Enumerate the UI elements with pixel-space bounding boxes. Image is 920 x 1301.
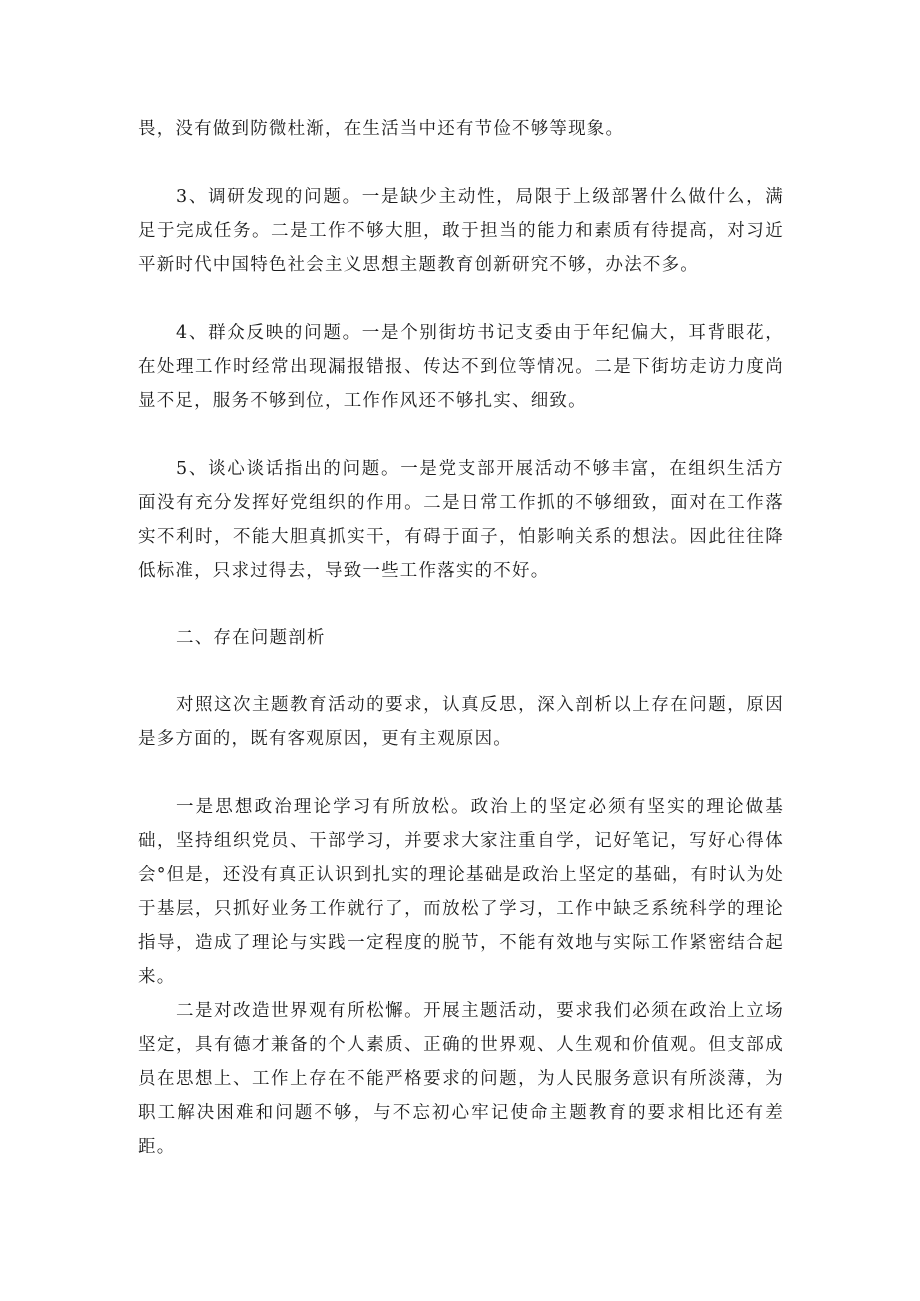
section-heading: 二、存在问题剖析 xyxy=(176,628,326,648)
paragraph-public-feedback: 4、群众反映的问题。一是个别街坊书记支委由于年纪偏大，耳背眼花，在处理工作时经常出现漏报错报、传达不到位等情况。二是下街坊走访力度尚显不足，服务不够到位，工作作风还不够扎实、细致。 xyxy=(138,323,784,411)
paragraph-worldview: 二是对改造世界观有所松懈。开展主题活动，要求我们必须在政治上立场坚定，具有德才兼备的个人素质、正确的世界观、人生观和价值观。但支部成员在思想上、工作上存在不能严格要求的问题，为人民服务意识有所淡薄，为职工解决困难和问题不够，与不忘初心牢记使命主题教育的要求相比还有差距。 xyxy=(138,1001,784,1157)
paragraph-research-issues: 3、调研发现的问题。一是缺少主动性，局限于上级部署什么做什么，满足于完成任务。二是工作不够大胆，敢于担当的能力和素质有待提高，对习近平新时代中国特色社会主义思想主题教育创新研究不够，办法不多。 xyxy=(138,187,784,275)
paragraph-talk-issues: 5、谈心谈话指出的问题。一是党支部开展活动不够丰富，在组织生活方面没有充分发挥好党组织的作用。二是日常工作抓的不够细致，面对在工作落实不利时，不能大胆真抓实干，有碍于面子，怕影响关系的想法。因此往往降低标准，只求过得去，导致一些工作落实的不好。 xyxy=(138,459,784,581)
paragraph-continuation: 畏，没有做到防微杜渐，在生活当中还有节俭不够等现象。 xyxy=(138,119,625,139)
paragraph-theory-study: 一是思想政治理论学习有所放松。政治上的坚定必须有坚实的理论做基础，坚持组织党员、干部学习，并要求大家注重自学，记好笔记，写好心得体会°但是，还没有真正认识到扎实的理论基础是政治上坚定的基础，有时认为处于基层，只抓好业务工作就行了，而放松了学习，工作中缺乏系统科学的理论指导，造成了理论与实践一定程度的脱节，不能有效地与实际工作紧密结合起来。 xyxy=(138,797,784,987)
paragraph-analysis-intro: 对照这次主题教育活动的要求，认真反思，深入剖析以上存在问题，原因是多方面的，既有客观原因，更有主观原因。 xyxy=(138,695,784,749)
